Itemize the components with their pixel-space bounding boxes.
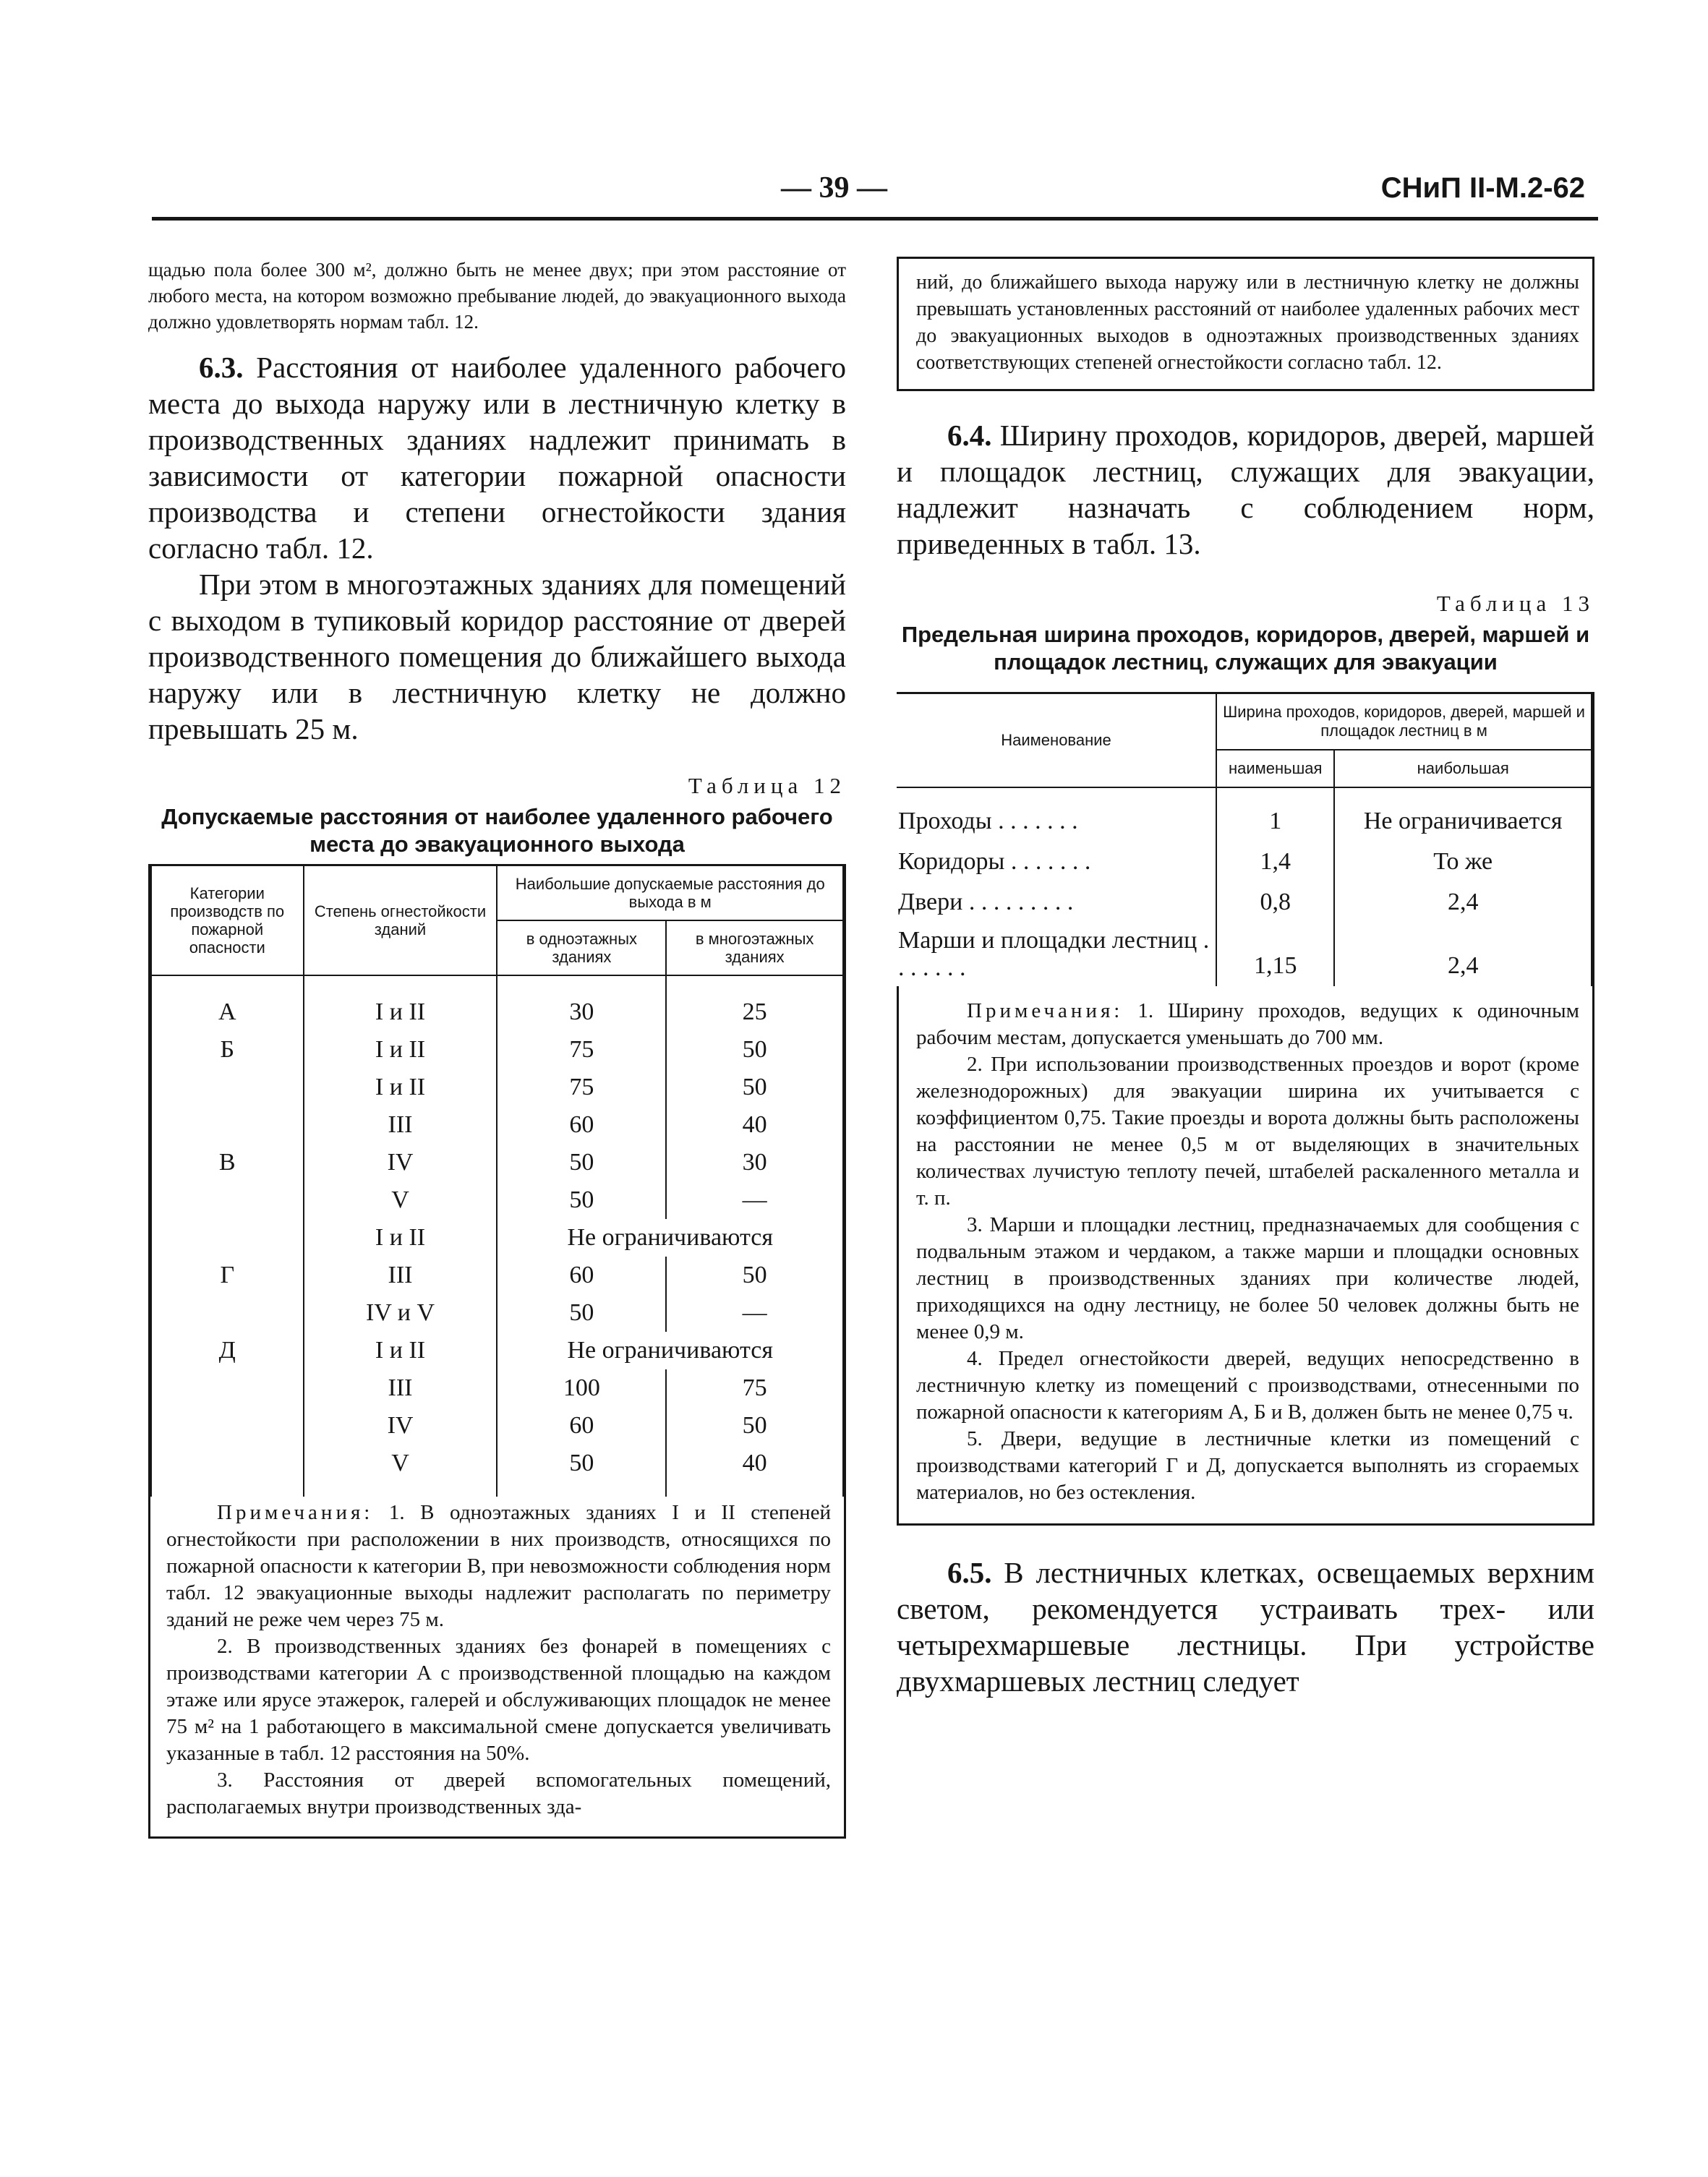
table-row	[151, 1181, 843, 1219]
document-code: СНиП II-М.2-62	[1380, 172, 1585, 204]
t12-cell-single: 75	[497, 1069, 666, 1106]
t12-cell-multi: 50	[666, 1069, 843, 1106]
section-6-4	[897, 417, 1594, 562]
t12-cell-category	[151, 1369, 304, 1407]
table-row	[151, 1219, 843, 1257]
t12-cell-degree: V	[304, 1181, 498, 1219]
t13-cell-max: 2,4	[1334, 923, 1592, 986]
left-column	[148, 257, 846, 1839]
t13-notes-label: Примечания:	[967, 999, 1124, 1022]
t12-note-1	[166, 1500, 831, 1633]
t12-cell-category	[151, 1407, 304, 1445]
table-row	[151, 1407, 843, 1445]
t12-cell-category	[151, 1445, 304, 1497]
t12-cell-degree: III	[304, 1106, 498, 1144]
t13-header-name: Наименование	[897, 693, 1216, 788]
table-row	[151, 975, 843, 1031]
t13-cell-min: 0,8	[1216, 882, 1334, 923]
t12-cell-category: В	[151, 1144, 304, 1181]
t12-cell-degree: III	[304, 1257, 498, 1294]
table-13-title: Предельная ширина проходов, коридоров, дверей, маршей и площадок лестниц, служащих для эвакуации	[901, 622, 1590, 675]
t13-cell-min: 1,4	[1216, 842, 1334, 882]
t12-note-3: 3. Расстояния от дверей вспомогательных помещений, располагаемых внутри производственных зда-	[166, 1768, 831, 1818]
t12-cell-degree: IV и V	[304, 1294, 498, 1332]
t13-cell-name: Коридоры . . . . . . .	[897, 842, 1216, 882]
t13-cell-max: Не ограничивается	[1334, 787, 1592, 842]
table-row	[151, 1069, 843, 1106]
t12-cell-multi: 25	[666, 975, 843, 1031]
table-13-label: Таблица 13	[1436, 591, 1594, 616]
section-6-5	[897, 1554, 1594, 1699]
table-12-title: Допускаемые расстояния от наиболее удаленного рабочего места до эвакуационного выхода	[161, 804, 833, 857]
t12-cell-category	[151, 1106, 304, 1144]
table-row	[151, 1257, 843, 1294]
t12-note-2: 2. В производственных зданиях без фонарей в помещениях с производствами категории А с производственной площадью на каждом этаже или ярусе этажерок, галерей и обслуживающих площадок не менее 75 м² на 1 работающего в максимальной смене допускается увеличивать указанные в табл. 12 расстояния на 50%.	[166, 1635, 831, 1765]
table-row	[151, 1106, 843, 1144]
t12-cell-degree: IV	[304, 1144, 498, 1181]
section-6-4-text: Ширину проходов, коридоров, дверей, маршей и площадок лестниц, служащих для эвакуации, надлежит назначать с соблюдением норм, приведенных в табл. 13.	[897, 419, 1594, 560]
t12-header-degree: Степень огнестойкости зданий	[304, 865, 498, 976]
t13-cell-name: Двери . . . . . . . . .	[897, 882, 1216, 923]
multistorey-paragraph: При этом в многоэтажных зданиях для помещений с выходом в тупиковый коридор расстояние от дверей производственного помещения до ближайшего выхода наружу или в лестничную клетку не должно превышать 25 м.	[148, 568, 846, 745]
t12-cell-unlimited: Не ограничиваются	[497, 1219, 843, 1257]
section-6-4-number: 6.4.	[947, 419, 992, 452]
section-6-3-text: Расстояния от наиболее удаленного рабочего места до выхода наружу или в лестничную клетку в производственных зданиях надлежит принимать в зависимости от категории пожарной опасности производства и степени огнестойкости здания согласно табл. 12.	[148, 351, 846, 565]
page-number: — 39 —	[781, 171, 887, 205]
t12-cell-degree: I и II	[304, 975, 498, 1031]
table-12	[150, 864, 844, 1497]
t13-note-1-text: 1. Ширину проходов, ведущих к одиночным рабочим местам, допускается уменьшать до 700 мм.	[916, 999, 1579, 1049]
t12-cell-multi: 75	[666, 1369, 843, 1407]
t12-cell-category	[151, 1181, 304, 1219]
t12-note-1-text: 1. В одноэтажных зданиях I и II степеней огнестойкости при расположении в них производств, относящихся по пожарной опасности к категории В, при невозможности соблюдения норм табл. 12 эвакуационные выходы надлежит располагать по периметру зданий не реже чем через 75 м.	[166, 1501, 831, 1631]
t13-header-width: Ширина проходов, коридоров, дверей, маршей и площадок лестниц в м	[1216, 693, 1592, 750]
t12-cell-single: 100	[497, 1369, 666, 1407]
t12-header-multi: в многоэтажных зданиях	[666, 920, 843, 975]
table-row	[151, 1031, 843, 1069]
table-row	[151, 1369, 843, 1407]
t12-cell-degree: I и II	[304, 1069, 498, 1106]
t13-cell-name: Марши и площадки лестниц . . . . . . .	[897, 923, 1216, 986]
t12-cell-multi: —	[666, 1294, 843, 1332]
t12-cell-multi: 50	[666, 1031, 843, 1069]
continued-note-box	[897, 257, 1594, 391]
t13-note-3: 3. Марши и площадки лестниц, предназначаемых для сообщения с подвальным этажом и чердаком, а также марши и площадки основных лестниц в производственных зданиях при количестве людей, приходящихся на одну лестницу, не более 50 человек должны быть не менее 0,9 м.	[916, 1213, 1579, 1343]
t12-cell-multi: 50	[666, 1257, 843, 1294]
t12-cell-degree: III	[304, 1369, 498, 1407]
table-13	[897, 692, 1592, 986]
t13-cell-name: Проходы . . . . . . .	[897, 787, 1216, 842]
table-12-label: Таблица 12	[688, 773, 846, 798]
table-13-notes	[897, 986, 1594, 1526]
t12-cell-category	[151, 1069, 304, 1106]
continued-paragraph: щадью пола более 300 м², должно быть не менее двух; при этом расстояние от любого места, на котором возможно пребывание людей, до эвакуационного выхода должно удовлетворять нормам табл. 12.	[148, 259, 846, 333]
t12-cell-single: 50	[497, 1294, 666, 1332]
t12-cell-category	[151, 1219, 304, 1257]
t12-cell-degree: I и II	[304, 1219, 498, 1257]
table-row	[151, 1332, 843, 1369]
t12-cell-degree: I и II	[304, 1031, 498, 1069]
t12-cell-single: 50	[497, 1144, 666, 1181]
t13-header-min: наименьшая	[1216, 750, 1334, 787]
t13-cell-max: 2,4	[1334, 882, 1592, 923]
t13-cell-min: 1,15	[1216, 923, 1334, 986]
t12-cell-degree: IV	[304, 1407, 498, 1445]
t12-cell-single: 30	[497, 975, 666, 1031]
table-row	[897, 882, 1592, 923]
t12-cell-multi: 40	[666, 1445, 843, 1497]
t12-cell-category: Б	[151, 1031, 304, 1069]
t12-cell-multi: —	[666, 1181, 843, 1219]
t13-header-max: наибольшая	[1334, 750, 1592, 787]
t12-cell-category: Г	[151, 1257, 304, 1294]
t12-cell-multi: 50	[666, 1407, 843, 1445]
t12-header-category: Категории производств по пожарной опасности	[151, 865, 304, 976]
table-row	[897, 787, 1592, 842]
table-row	[151, 1445, 843, 1497]
t12-notes-label: Примечания:	[217, 1501, 374, 1524]
t13-note-2: 2. При использовании производственных проездов и ворот (кроме железнодорожных) для эвакуации ширина их учитывается с коэффициентом 0,75. Такие проезды и ворота должны быть расположены на расстоянии не менее 0,5 м от выделяющих в значительных количествах лучистую теплоту печей, штабелей раскаленного металла и т. п.	[916, 1053, 1579, 1210]
section-6-5-number: 6.5.	[947, 1556, 992, 1589]
t12-cell-single: 60	[497, 1257, 666, 1294]
t12-cell-category	[151, 1294, 304, 1332]
t13-note-1	[916, 998, 1579, 1051]
t13-cell-max: То же	[1334, 842, 1592, 882]
section-6-3	[148, 349, 846, 566]
table-row	[151, 1294, 843, 1332]
t12-cell-single: 75	[497, 1031, 666, 1069]
section-6-3-number: 6.3.	[199, 351, 244, 384]
right-column	[897, 257, 1594, 1699]
table-12-box	[148, 864, 846, 1497]
section-6-5-text: В лестничных клетках, освещаемых верхним светом, рекомендуется устраивать трех- или четырехмаршевые лестницы. При устройстве двухмаршевых лестниц следует	[897, 1556, 1594, 1698]
t12-cell-category: А	[151, 975, 304, 1031]
t12-cell-degree: I и II	[304, 1332, 498, 1369]
t13-note-4: 4. Предел огнестойкости дверей, ведущих непосредственно в лестничную клетку из помещений с производствами, отнесенными по пожарной опасности к категориям А, Б и В, должен быть не менее 0,75 ч.	[916, 1347, 1579, 1424]
t12-cell-single: 60	[497, 1106, 666, 1144]
t12-cell-category: Д	[151, 1332, 304, 1369]
table-12-notes	[148, 1497, 846, 1839]
table-row	[897, 842, 1592, 882]
header-rule	[152, 217, 1598, 221]
t13-cell-min: 1	[1216, 787, 1334, 842]
t12-cell-single: 50	[497, 1181, 666, 1219]
t12-cell-multi: 30	[666, 1144, 843, 1181]
table-row	[151, 1144, 843, 1181]
continued-note: ний, до ближайшего выхода наружу или в лестничную клетку не должны превышать установленных расстояний от наиболее удаленных рабочих мест до эвакуационных выходов в одноэтажных производственных зданиях соответствующих степеней огнестойкости согласно табл. 12.	[916, 271, 1579, 374]
t12-cell-single: 50	[497, 1445, 666, 1497]
t12-cell-degree: V	[304, 1445, 498, 1497]
table-row	[897, 923, 1592, 986]
table-13-box	[897, 692, 1594, 986]
t12-header-single: в одноэтажных зданиях	[497, 920, 666, 975]
t13-note-5: 5. Двери, ведущие в лестничные клетки из помещений с производствами категорий Г и Д, допускается выполнять из сгораемых материалов, но без остекления.	[916, 1427, 1579, 1504]
t12-header-max-distance: Наибольшие допускаемые расстояния до выхода в м	[497, 865, 843, 921]
t12-cell-multi: 40	[666, 1106, 843, 1144]
t12-cell-unlimited: Не ограничиваются	[497, 1332, 843, 1369]
t12-cell-single: 60	[497, 1407, 666, 1445]
